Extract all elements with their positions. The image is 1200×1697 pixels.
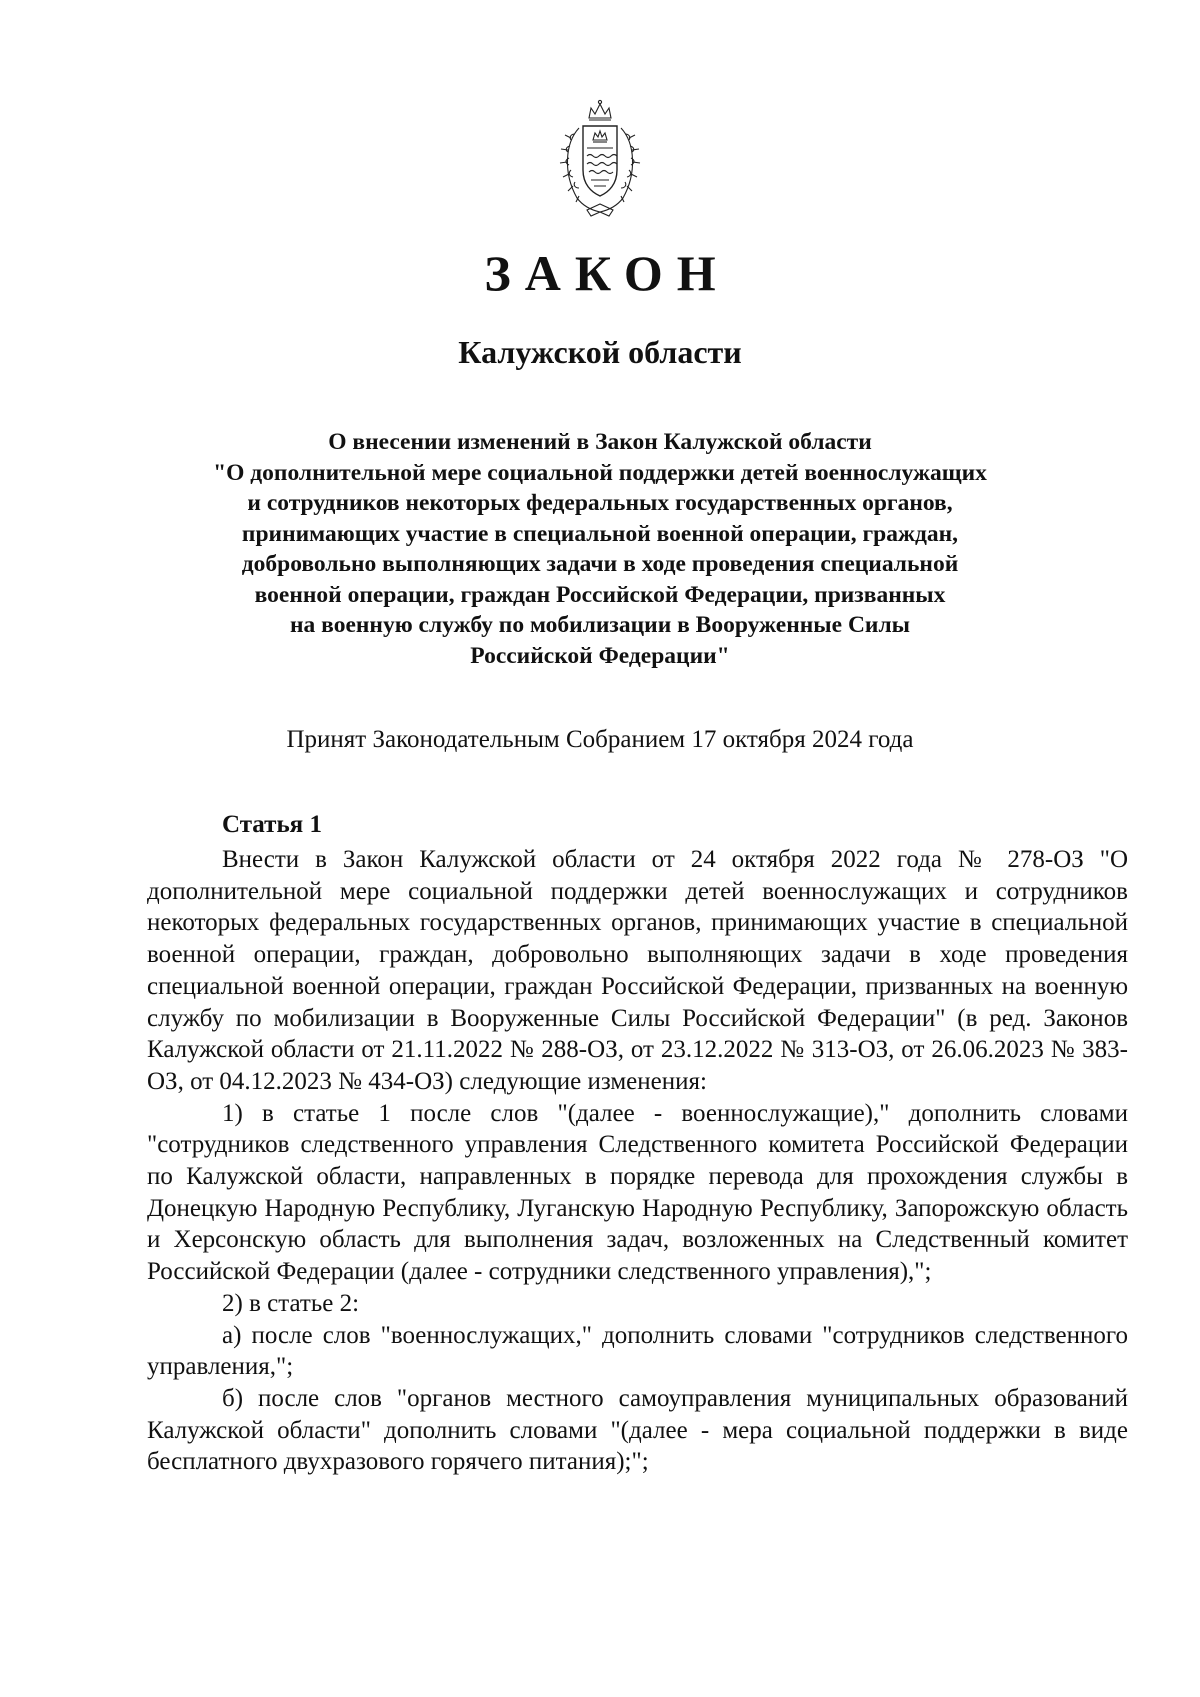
bill-title-line: и сотрудников некоторых федеральных государственных органов,: [247, 490, 953, 516]
bill-title: [140, 427, 1060, 671]
bill-title-line: на военную службу по мобилизации в Вооруженные Силы: [290, 612, 910, 638]
paragraph: Внести в Закон Калужской области от 24 октября 2022 года № 278-ОЗ "О дополнительной мере социальной поддержки детей военнослужащих и сотрудников некоторых федеральных государственных органов, принимающих участие в специальной военной операции, граждан, добровольно выполняющих задачи в ходе проведения специальной военной операции, граждан Российской Федерации, призванных на военную службу по мобилизации в Вооруженные Силы Российской Федерации" (в ред. Законов Калужской области от 21.11.2022 № 288-ОЗ, от 23.12.2022 № 313-ОЗ, от 26.06.2023 № 383-ОЗ, от 04.12.2023 № 434-ОЗ) следующие изменения:: [147, 846, 1128, 1095]
law-title: ЗАКОН: [484, 245, 730, 301]
bill-title-line: добровольно выполняющих задачи в ходе проведения специальной: [241, 551, 959, 577]
bill-title-line: Российской Федерации": [470, 642, 730, 669]
law-subtitle: Калужской области: [458, 334, 742, 370]
article-body: [147, 844, 1128, 1478]
paragraph: а) после слов "военнослужащих," дополнить словами "сотрудников следственного управления,";: [147, 1321, 1128, 1381]
coat-of-arms-icon: [557, 98, 643, 220]
bill-title-line: "О дополнительной мере социальной поддержки детей военнослужащих: [213, 459, 987, 486]
bill-title-line: принимающих участие в специальной военной операции, граждан,: [241, 520, 959, 547]
paragraph: 1) в статье 1 после слов "(далее - военнослужащие)," дополнить словами "сотрудников следственного управления Следственного комитета Российской Федерации по Калужской области, направленных в порядке перевода для прохождения службы в Донецкую Народную Республику, Луганскую Народную Республику, Запорожскую область и Херсонскую область для выполнения задач, возложенных на Следственный комитет Российской Федерации (далее - сотрудники следственного управления),";: [147, 1099, 1128, 1286]
adoption-date: Принят Законодательным Собранием 17 октября 2024 года: [286, 726, 914, 753]
bill-title-line: военной операции, граждан Российской Федерации, призванных: [254, 581, 946, 608]
paragraph: б) после слов "органов местного самоуправления муниципальных образований Калужской области" дополнить словами "(далее - мера социальной поддержки в виде бесплатного двухразового горячего питания);";: [147, 1384, 1128, 1476]
article-heading: Статья 1: [222, 811, 322, 838]
bill-title-line: О внесении изменений в Закон Калужской области: [328, 429, 872, 455]
paragraph: 2) в статье 2:: [222, 1289, 360, 1317]
